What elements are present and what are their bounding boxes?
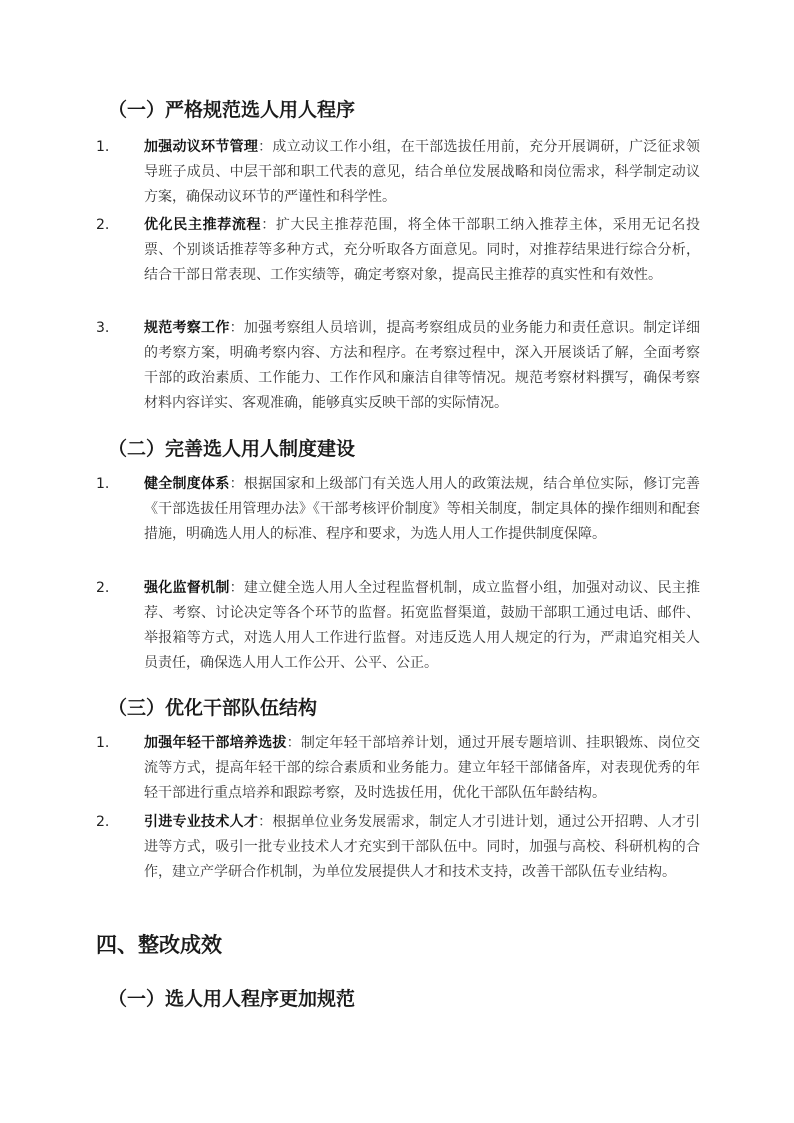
item-body [144,213,700,288]
item-text: ：制定年轻干部培养计划，通过开展专题培训、挂职锻炼、岗位交流等方式，提高年轻干部的综合素质和业务能力。建立年轻干部储备库，对表现优秀的年轻干部进行重点培养和跟踪考察，及时选拔任用，优化干部队伍年龄结构。 [144,735,701,801]
item-term: 健全制度体系 [144,476,230,492]
item-term: 加强年轻干部培养选拔 [144,735,287,751]
item-body [144,731,700,806]
item-number: 1. [96,476,110,492]
item-number: 2. [96,814,110,830]
item-number: 2. [96,580,110,596]
section-heading: （一）选人用人程序更加规范 [108,988,356,1010]
item-term: 引进专业技术人才 [144,814,259,830]
item-term: 加强动议环节管理 [144,139,259,155]
item-term: 规范考察工作 [144,320,230,336]
chapter-heading: 四、整改成效 [96,933,222,957]
item-text: ：成立动议工作小组，在干部选拔任用前，充分开展调研，广泛征求领导班子成员、中层干部和职工代表的意见，结合单位发展战略和岗位需求，科学制定动议方案，确保动议环节的严谨性和科学性。 [144,139,701,205]
item-number: 1. [96,735,110,751]
item-body [144,472,700,547]
item-body [144,576,700,676]
section-heading: （一）严格规范选人用人程序 [108,99,356,121]
item-text: ：根据国家和上级部门有关选人用人的政策法规，结合单位实际，修订完善《干部选拔任用管理办法》《干部考核评价制度》等相关制度，制定具体的操作细则和配套措施，明确选人用人的标准、程序和要求，为选人用人工作提供制度保障。 [144,476,701,542]
section-heading: （二）完善选人用人制度建设 [108,438,356,460]
item-body [144,316,700,416]
item-number: 3. [96,320,110,336]
item-text: ：建立健全选人用人全过程监督机制，成立监督小组，加强对动议、民主推荐、考察、讨论决定等各个环节的监督。拓宽监督渠道，鼓励干部职工通过电话、邮件、举报箱等方式，对选人用人工作进行监督。对违反选人用人规定的行为，严肃追究相关人员责任，确保选人用人工作公开、公平、公正。 [144,580,701,671]
item-term: 强化监督机制 [144,580,230,596]
item-body [144,810,700,885]
item-text: ：加强考察组人员培训，提高考察组成员的业务能力和责任意识。制定详细的考察方案，明确考察内容、方法和程序。在考察过程中，深入开展谈话了解，全面考察干部的政治素质、工作能力、工作作风和廉洁自律等情况。规范考察材料撰写，确保考察材料内容详实、客观准确，能够真实反映干部的实际情况。 [144,320,701,411]
item-number: 2. [96,217,110,233]
item-body [144,135,700,210]
item-text: ：扩大民主推荐范围，将全体干部职工纳入推荐主体，采用无记名投票、个别谈话推荐等多种方式，充分听取各方面意见。同时，对推荐结果进行综合分析，结合干部日常表现、工作实绩等，确定考察对象，提高民主推荐的真实性和有效性。 [144,217,701,283]
section-heading: （三）优化干部队伍结构 [108,697,318,719]
item-term: 优化民主推荐流程 [144,217,262,233]
item-number: 1. [96,139,110,155]
item-text: ：根据单位业务发展需求，制定人才引进计划，通过公开招聘、人才引进等方式，吸引一批专业技术人才充实到干部队伍中。同时，加强与高校、科研机构的合作，建立产学研合作机制，为单位发展提供人才和技术支持，改善干部队伍专业结构。 [144,814,701,880]
